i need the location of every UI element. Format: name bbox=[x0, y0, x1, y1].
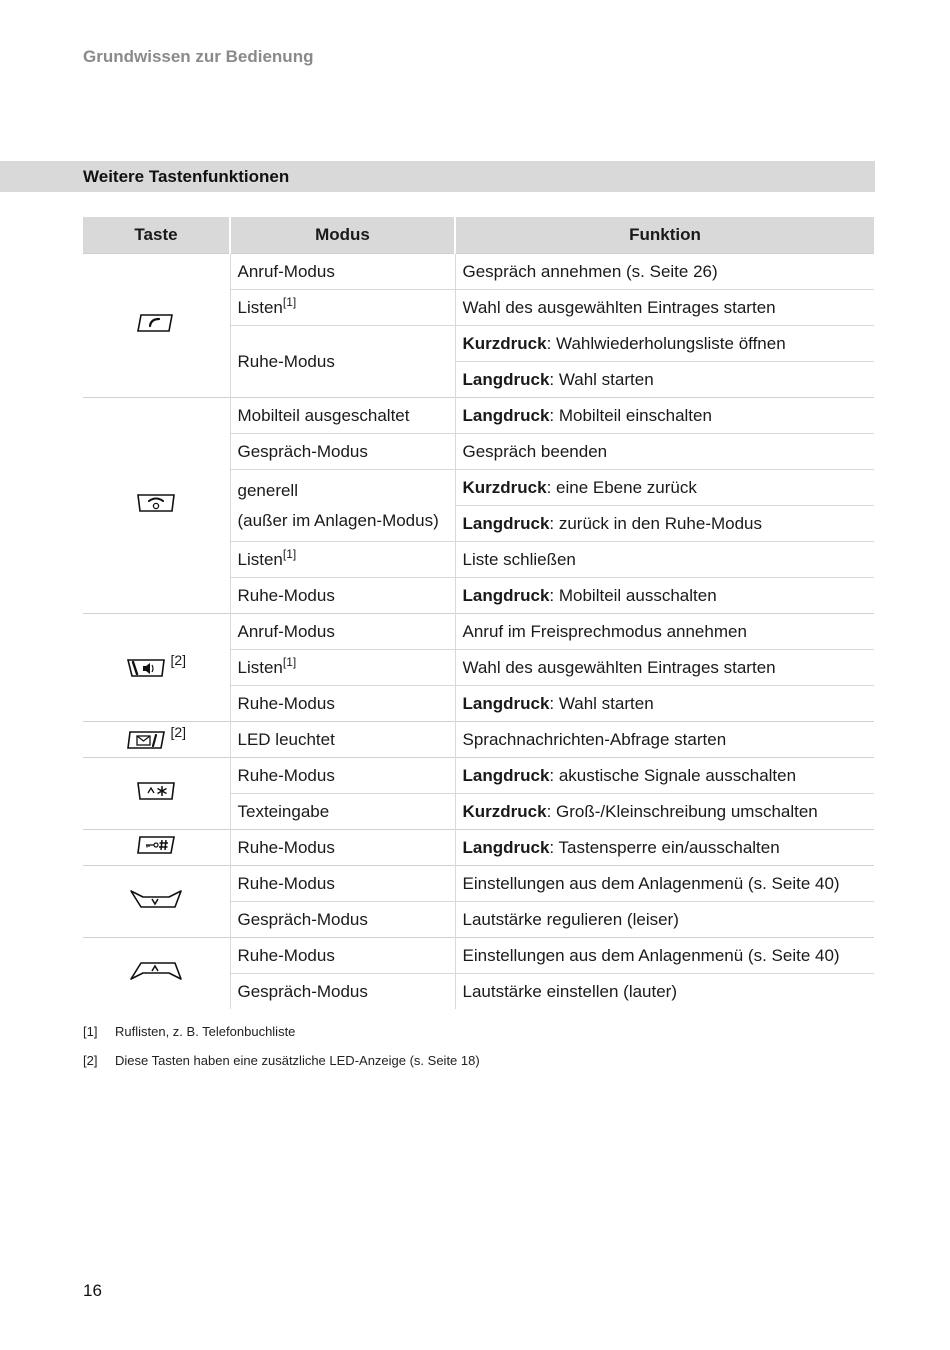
table-row bbox=[83, 254, 874, 290]
function-cell: Langdruck: Mobilteil einschalten bbox=[455, 398, 874, 434]
key-cell: [2] bbox=[83, 722, 230, 758]
mode-cell: Ruhe-Modus bbox=[230, 938, 455, 974]
header-modus: Modus bbox=[230, 217, 455, 254]
function-cell: Langdruck: zurück in den Ruhe-Modus bbox=[455, 506, 874, 542]
section-title: Weitere Tastenfunktionen bbox=[83, 167, 290, 186]
mode-cell: Ruhe-Modus bbox=[230, 866, 455, 902]
mode-cell: Ruhe-Modus bbox=[230, 686, 455, 722]
function-cell: Kurzdruck: Groß-/Kleinschreibung umschalten bbox=[455, 794, 874, 830]
key-functions-table bbox=[83, 217, 874, 1009]
function-cell: Einstellungen aus dem Anlagenmenü (s. Seite 40) bbox=[455, 866, 874, 902]
mode-cell: Texteingabe bbox=[230, 794, 455, 830]
mode-cell: Ruhe-Modus bbox=[230, 830, 455, 866]
speaker-key-icon bbox=[126, 658, 166, 683]
mode-cell: Listen[1] bbox=[230, 542, 455, 578]
mode-cell: Gespräch-Modus bbox=[230, 434, 455, 470]
function-cell: Langdruck: Wahl starten bbox=[455, 686, 874, 722]
mode-cell: Listen[1] bbox=[230, 290, 455, 326]
footnote-2: [2] Diese Tasten haben eine zusätzliche LED-Anzeige (s. Seite 18) bbox=[83, 1053, 480, 1068]
function-cell: Lautstärke regulieren (leiser) bbox=[455, 902, 874, 938]
footnote-1: [1] Ruflisten, z. B. Telefonbuchliste bbox=[83, 1024, 296, 1039]
running-head: Grundwissen zur Bedienung bbox=[83, 47, 314, 66]
hash-key-icon bbox=[136, 835, 176, 860]
mode-cell: Gespräch-Modus bbox=[230, 902, 455, 938]
function-cell: Langdruck: akustische Signale ausschalten bbox=[455, 758, 874, 794]
function-cell: Sprachnachrichten-Abfrage starten bbox=[455, 722, 874, 758]
function-cell: Gespräch annehmen (s. Seite 26) bbox=[455, 254, 874, 290]
key-cell bbox=[83, 254, 230, 398]
function-cell: Gespräch beenden bbox=[455, 434, 874, 470]
function-cell: Wahl des ausgewählten Eintrages starten bbox=[455, 650, 874, 686]
mode-cell: LED leuchtet bbox=[230, 722, 455, 758]
mode-cell: Mobilteil ausgeschaltet bbox=[230, 398, 455, 434]
header-taste: Taste bbox=[83, 217, 230, 254]
call-key-icon bbox=[136, 313, 176, 338]
function-cell: Einstellungen aus dem Anlagenmenü (s. Seite 40) bbox=[455, 938, 874, 974]
mode-cell: Listen[1] bbox=[230, 650, 455, 686]
key-cell bbox=[83, 866, 230, 938]
down-key-icon bbox=[129, 887, 183, 916]
table-row bbox=[83, 614, 874, 650]
key-cell: [2] bbox=[83, 614, 230, 722]
footnotes bbox=[83, 1024, 480, 1082]
function-cell: Lautstärke einstellen (lauter) bbox=[455, 974, 874, 1010]
table-row bbox=[83, 866, 874, 902]
function-cell: Langdruck: Mobilteil ausschalten bbox=[455, 578, 874, 614]
function-cell: Kurzdruck: Wahlwiederholungsliste öffnen bbox=[455, 326, 874, 362]
mode-cell: Gespräch-Modus bbox=[230, 974, 455, 1010]
table-row bbox=[83, 938, 874, 974]
table-row bbox=[83, 830, 874, 866]
function-cell: Anruf im Freisprechmodus annehmen bbox=[455, 614, 874, 650]
mode-cell: Ruhe-Modus bbox=[230, 326, 455, 398]
star-key-icon bbox=[136, 781, 176, 806]
header-funktion: Funktion bbox=[455, 217, 874, 254]
message-key-icon bbox=[126, 730, 166, 755]
end-power-key-icon bbox=[136, 493, 176, 518]
mode-cell: generell (außer im Anlagen-Modus) bbox=[230, 470, 455, 542]
key-cell bbox=[83, 830, 230, 866]
function-cell: Langdruck: Wahl starten bbox=[455, 362, 874, 398]
table-row bbox=[83, 722, 874, 758]
mode-cell: Ruhe-Modus bbox=[230, 758, 455, 794]
function-cell: Liste schließen bbox=[455, 542, 874, 578]
mode-cell: Ruhe-Modus bbox=[230, 578, 455, 614]
mode-cell: Anruf-Modus bbox=[230, 614, 455, 650]
table-row bbox=[83, 398, 874, 434]
page-number: 16 bbox=[83, 1281, 102, 1300]
table-header-row bbox=[83, 217, 874, 254]
key-cell bbox=[83, 758, 230, 830]
table-row bbox=[83, 758, 874, 794]
up-key-icon bbox=[129, 959, 183, 988]
key-cell bbox=[83, 938, 230, 1010]
key-cell bbox=[83, 398, 230, 614]
function-cell: Langdruck: Tastensperre ein/ausschalten bbox=[455, 830, 874, 866]
function-cell: Kurzdruck: eine Ebene zurück bbox=[455, 470, 874, 506]
function-cell: Wahl des ausgewählten Eintrages starten bbox=[455, 290, 874, 326]
section-bar bbox=[0, 161, 875, 192]
mode-cell: Anruf-Modus bbox=[230, 254, 455, 290]
